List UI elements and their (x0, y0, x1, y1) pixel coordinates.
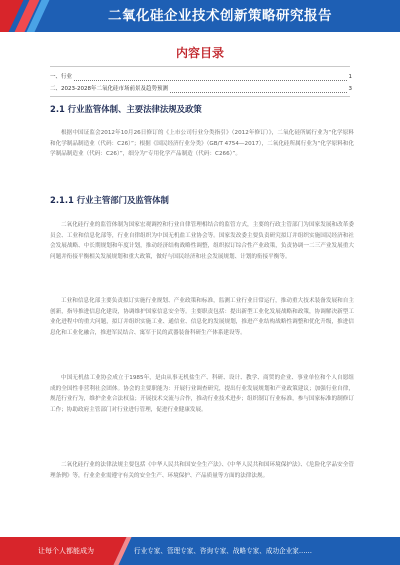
body-paragraph: 二氧化硅行业的监管体制为国家宏观调控和行业自律管理相结合的监管方式，主要的行政主管部门为国家发展和改革委员会、工业和信息化部等，行业自律组织为中国无机盐工业协会等。国家发改委主要负责研究拟订并组织实施国民经济和社会发展战略、中长期规划和年度计划，推动经济结构战略性调整，组织拟订综合性产业政策，负责协调一二三产业发展重大问题并衔接平衡相关发展规划和重大政策，做好与国民经济和社会发展规划、计划的衔接平衡等。 (50, 222, 354, 260)
section-heading-2-1-1: 2.1.1 行业主管部门及监管体制 (50, 195, 169, 205)
footer-expert-list: 行业专家、管理专家、咨询专家、战略专家、成功企业家…… (134, 547, 313, 555)
footer-slogan: 让每个人都能成为 (38, 547, 94, 555)
body-paragraph: 二氧化硅行业的法律法规主要包括《中华人民共和国安全生产法》、《中华人民共和国环境保护法》、《危险化学品安全管理条例》等，行业企业需遵守有关的安全生产、环境保护、产品质量等方面的法律法规。 (50, 462, 354, 479)
footer-banner (0, 537, 400, 565)
toc-leader-dots (74, 74, 346, 81)
body-paragraph: 根据中国证监会2012年10月26日修订的《上市公司行业分类指引》（2012年修订）》，二氧化硅所属行业为“化学原料和化学制品制造业（代码：C26）”；根据《国民经济行业分类》（GB/T 4754—2017），二氧化硅所属行业为“化学原料和化学制品制造业（代码：C26）”，细分为“专用化学产品制造（代码：C266）”。 (50, 130, 354, 158)
toc-bottom-rule (50, 96, 350, 97)
toc-item-label: 一、行业 (50, 74, 73, 80)
toc-item[interactable] (50, 84, 352, 94)
report-title: 二氧化硅企业技术创新策略研究报告 (108, 8, 332, 24)
toc-title: 内容目录 (175, 46, 224, 60)
toc-item[interactable] (50, 72, 352, 82)
toc-item-page: 1 (348, 74, 352, 80)
header-banner (0, 0, 400, 32)
body-paragraph: 中国无机盐工业协会成立于1985年，是由从事无机盐生产、科研、设计、教学、商贸的企业、事业单位和个人自愿组成的全国性非营利社会团体。协会的主要职能为：开展行业调查研究，提出行业发展规划和产业政策建议；加强行业自律，规范行业行为，维护企业合法权益；开展技术交流与合作，推动行业技术进步；组织制订行业标准，参与国家标准的制修订工作；协助政府主管部门对行业进行管理，促进行业健康发展。 (50, 375, 354, 413)
toc-top-rule (50, 66, 350, 67)
section-heading-2-1: 2.1 行业监管体制、主要法律法规及政策 (50, 104, 202, 114)
toc-item-label: 二、2023-2028年二氧化硅市场前景及趋势预测 (50, 86, 168, 92)
toc-item-page: 3 (348, 86, 352, 92)
body-paragraph: 工业和信息化部主要负责拟订实施行业规划、产业政策和标准，监测工业行业日常运行，推动重大技术装备发展和自主创新，指导推进信息化建设，协调维护国家信息安全等。主要职责包括：提出新型工业化发展战略和政策，协调解决新型工业化进程中的重大问题，拟订并组织实施工业、通信业、信息化的发展规划，推进产业结构战略性调整和优化升级，推进信息化和工业化融合，推进军民结合、寓军于民的武器装备科研生产体系建设等。 (50, 298, 354, 336)
toc-leader-dots (170, 86, 347, 93)
